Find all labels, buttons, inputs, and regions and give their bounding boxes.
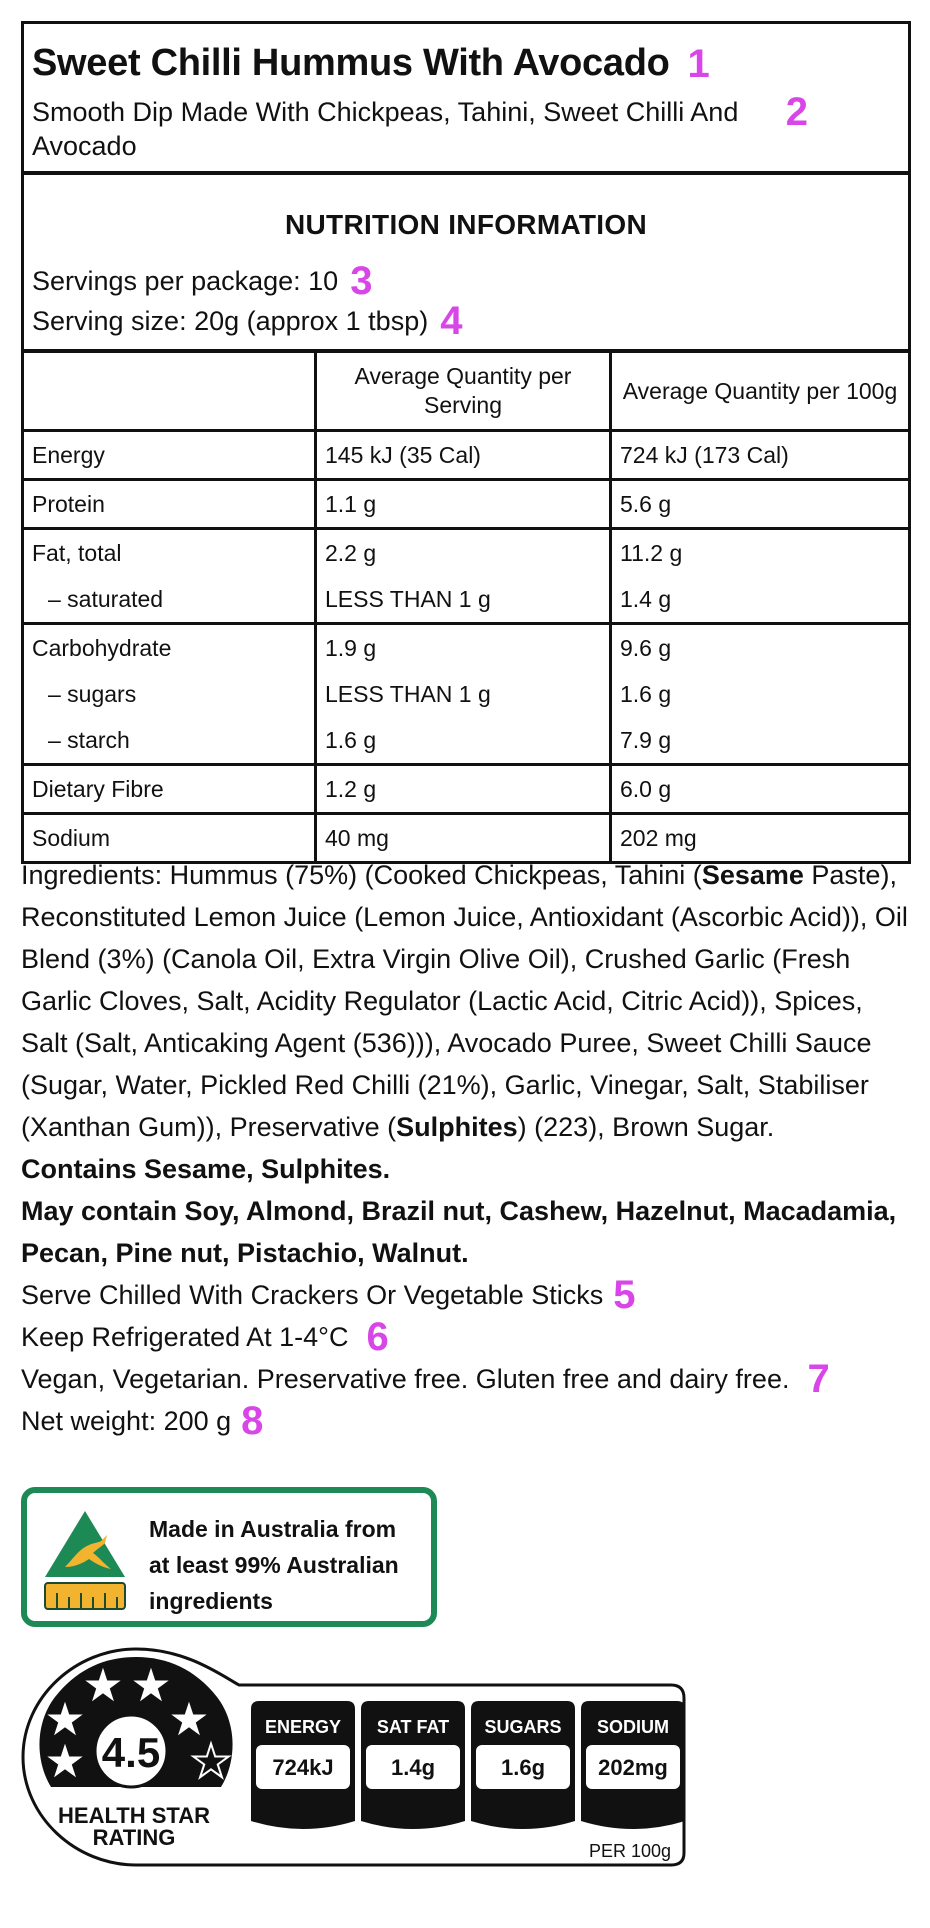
table-row — [24, 529, 908, 624]
fibre-per-100g: 6.0 g — [620, 776, 672, 802]
product-header — [24, 24, 908, 175]
rating-value: 4.5 — [101, 1729, 161, 1776]
ingredients-part-2: Paste), Reconstituted Lemon Juice (Lemon Juice, Antioxidant (Ascorbic Acid)), Oil Blend (3%) (Canola Oil, Extra Virgin Olive Oil), Crushed Garlic (Fresh Garlic Cloves, Salt, Acidity Regulator (Lactic Acid, Citric Acid)), Spices, Salt (Salt, Anticaking Agent (536))), Avocado Puree, Sweet Chilli Sauce (Sugar, Water, Pickled Red Chilli (21%), Garlic, Vinegar, Salt, Stabiliser (Xanthan Gum)), Preservative ( — [21, 860, 908, 1142]
marker-3: 3 — [350, 259, 373, 303]
protein-per-serving: 1.1 g — [325, 491, 377, 517]
title-row — [32, 42, 900, 85]
nutrient-name — [24, 624, 316, 765]
country-of-origin-label — [21, 1487, 437, 1627]
nutrition-table — [24, 353, 908, 861]
energy-per-serving: 145 kJ (35 Cal) — [325, 442, 481, 468]
health-star-rating-graphic — [21, 1645, 691, 1875]
ingredients-part-1: Ingredients: Hummus (75%) (Cooked Chickpeas, Tahini ( — [21, 860, 702, 890]
nutrient-carbohydrate: Carbohydrate — [32, 635, 172, 661]
column-header-nutrient — [24, 353, 316, 431]
nutrient-energy-pill — [251, 1701, 355, 1829]
nutrient-label: ENERGY — [264, 1717, 342, 1737]
per-serving-cell — [316, 624, 611, 765]
starch-per-serving: 1.6 g — [325, 727, 377, 753]
per-serving-cell — [316, 480, 611, 529]
per-100g-cell — [611, 529, 909, 624]
nutrient-value: 1.4g — [390, 1755, 436, 1780]
nutrient-label: SUGARS — [484, 1717, 562, 1737]
marker-4: 4 — [440, 299, 463, 343]
fibre-per-serving: 1.2 g — [325, 776, 377, 802]
nutrient-name — [24, 765, 316, 814]
serving-size: Serving size: 20g (approx 1 tbsp) — [32, 306, 429, 336]
per-100g-cell — [611, 624, 909, 765]
allergen-sulphites: Sulphites — [396, 1112, 518, 1142]
sugars-per-serving: LESS THAN 1 g — [325, 681, 491, 707]
nutrient-sugars: – sugars — [48, 681, 137, 707]
marker-6: 6 — [366, 1315, 389, 1359]
hsr-label-line-1: HEALTH STAR — [58, 1803, 210, 1828]
serving-suggestion-line — [21, 1274, 911, 1316]
table-row — [24, 431, 908, 480]
star-icon: ★ — [168, 1693, 210, 1745]
origin-line-3: ingredients — [149, 1588, 273, 1614]
nutrient-saturated: – saturated — [48, 586, 164, 612]
marker-7: 7 — [807, 1357, 830, 1401]
saturated-per-serving: LESS THAN 1 g — [325, 586, 491, 612]
per-100g-cell — [611, 431, 909, 480]
marker-1: 1 — [687, 41, 710, 86]
star-icon: ★ — [44, 1735, 86, 1787]
nutrient-label: SAT FAT — [376, 1717, 450, 1737]
may-contain-statement: May contain Soy, Almond, Brazil nut, Cashew, Hazelnut, Macadamia, Pecan, Pine nut, Pistachio, Walnut. — [21, 1196, 897, 1268]
per-serving-cell — [316, 529, 611, 624]
nutrient-sodium: Sodium — [32, 825, 110, 851]
nutrient-name — [24, 480, 316, 529]
nutrient-starch: – starch — [48, 727, 130, 753]
origin-line-2: at least 99% Australian — [149, 1552, 399, 1578]
fat-per-100g: 11.2 g — [620, 540, 683, 566]
carbohydrate-per-serving: 1.9 g — [325, 635, 377, 661]
kangaroo-triangle-icon — [43, 1509, 127, 1613]
origin-statement — [149, 1511, 399, 1619]
sugars-per-100g: 1.6 g — [620, 681, 672, 707]
serving-size-line — [32, 301, 900, 341]
per-100g-note: PER 100g — [588, 1841, 671, 1861]
per-100g-cell — [611, 765, 909, 814]
serving-info — [24, 175, 908, 353]
marker-5: 5 — [613, 1273, 636, 1317]
storage-line — [21, 1316, 911, 1358]
nutrient-sodium-pill — [581, 1701, 685, 1829]
table-row — [24, 624, 908, 765]
nutrient-protein: Protein — [32, 491, 105, 517]
table-row — [24, 480, 908, 529]
product-subtitle — [32, 90, 900, 163]
table-header-row — [24, 353, 908, 431]
star-icon: ★ — [130, 1659, 172, 1711]
star-icon: ★ — [44, 1693, 86, 1745]
storage-instruction: Keep Refrigerated At 1-4°C — [21, 1322, 349, 1352]
product-title: Sweet Chilli Hummus With Avocado — [32, 42, 670, 84]
nutrient-value: 1.6g — [500, 1755, 546, 1780]
marker-2: 2 — [785, 90, 808, 134]
allergen-sesame: Sesame — [701, 860, 804, 890]
column-header-per-serving: Average Quantity per Serving — [316, 353, 611, 431]
ingredients-part-3: ) (223), Brown Sugar. — [517, 1112, 775, 1142]
marker-8: 8 — [241, 1399, 264, 1443]
sodium-per-serving: 40 mg — [325, 825, 389, 851]
net-weight-line — [21, 1400, 911, 1442]
nutrient-fat-total: Fat, total — [32, 540, 122, 566]
star-icon: ★ — [82, 1659, 124, 1711]
nutrition-heading: NUTRITION INFORMATION — [285, 209, 647, 240]
per-serving-cell — [316, 765, 611, 814]
fat-per-serving: 2.2 g — [325, 540, 377, 566]
nutrition-panel — [21, 21, 911, 864]
nutrient-value: 724kJ — [272, 1755, 334, 1780]
protein-per-100g: 5.6 g — [620, 491, 672, 517]
servings-per-package-line — [32, 261, 900, 301]
servings-per-package: Servings per package: 10 — [32, 266, 339, 296]
nutrient-name — [24, 529, 316, 624]
carbohydrate-per-100g: 9.6 g — [620, 635, 672, 661]
health-star-rating — [21, 1645, 691, 1880]
nutrient-name — [24, 431, 316, 480]
hsr-label-line-2: RATING — [92, 1825, 176, 1850]
nutrient-sat-fat-pill — [361, 1701, 465, 1829]
contains-statement: Contains Sesame, Sulphites. — [21, 1154, 391, 1184]
origin-line-1: Made in Australia from — [149, 1516, 397, 1542]
starch-per-100g: 7.9 g — [620, 727, 672, 753]
nutrient-sugars-pill — [471, 1701, 575, 1829]
product-subtitle-text: Smooth Dip Made With Chickpeas, Tahini, Sweet Chilli And Avocado — [32, 97, 739, 161]
per-100g-cell — [611, 480, 909, 529]
table-row — [24, 765, 908, 814]
serving-suggestion: Serve Chilled With Crackers Or Vegetable Sticks — [21, 1280, 604, 1310]
nutrient-label: SODIUM — [597, 1717, 669, 1737]
ingredients-list — [21, 854, 911, 1148]
dietary-claims-line — [21, 1358, 911, 1400]
half-star-icon: ★ — [190, 1735, 232, 1787]
per-serving-cell — [316, 431, 611, 480]
nutrient-energy: Energy — [32, 442, 105, 468]
column-header-per-100g: Average Quantity per 100g — [611, 353, 909, 431]
ingredients-section — [21, 854, 911, 1442]
dietary-claims: Vegan, Vegetarian. Preservative free. Gluten free and dairy free. — [21, 1364, 790, 1394]
nutrient-dietary-fibre: Dietary Fibre — [32, 776, 164, 802]
nutrient-value: 202mg — [598, 1755, 668, 1780]
saturated-per-100g: 1.4 g — [620, 586, 672, 612]
net-weight: Net weight: 200 g — [21, 1406, 232, 1436]
sodium-per-100g: 202 mg — [620, 825, 697, 851]
energy-per-100g: 724 kJ (173 Cal) — [620, 442, 789, 468]
